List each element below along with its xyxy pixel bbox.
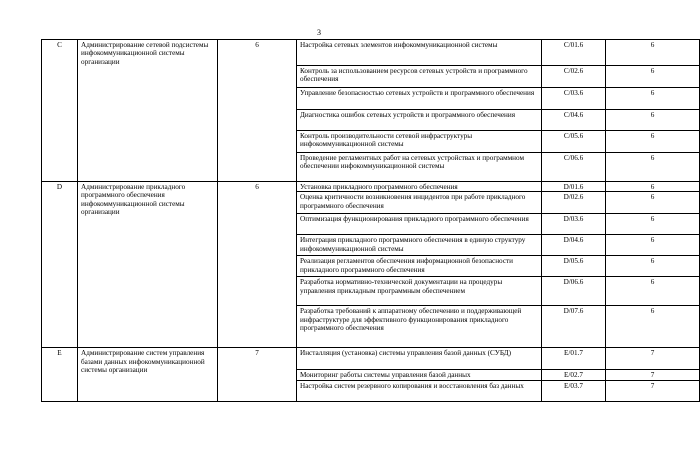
function-name-cell: Настройка систем резервного копирования и восстановления баз данных bbox=[297, 380, 542, 401]
function-code-cell: D/01.6 bbox=[542, 182, 606, 192]
function-code-cell: D/03.6 bbox=[542, 214, 606, 235]
function-level-cell: 6 bbox=[606, 182, 700, 192]
function-name-cell: Разработка нормативно-технической документации на процедуры управления прикладным программным обеспечением bbox=[297, 277, 542, 306]
function-level-cell: 6 bbox=[606, 256, 700, 277]
function-name-cell: Настройка сетевых элементов инфокоммуникационной системы bbox=[297, 40, 542, 66]
function-level-cell: 6 bbox=[606, 277, 700, 306]
function-code-cell: C/06.6 bbox=[542, 153, 606, 182]
function-level-cell: 6 bbox=[606, 235, 700, 256]
group-name-cell: Администрирование прикладного программного обеспечения инфокоммуникационной системы организации bbox=[78, 182, 218, 348]
function-level-cell: 6 bbox=[606, 306, 700, 348]
function-code-cell: D/06.6 bbox=[542, 277, 606, 306]
page-number: 3 bbox=[317, 28, 321, 37]
group-name-cell: Администрирование систем управления базами данных инфокоммуникационной системы организации bbox=[78, 348, 218, 401]
function-level-cell: 7 bbox=[606, 380, 700, 401]
function-level-cell: 6 bbox=[606, 40, 700, 66]
function-code-cell: D/07.6 bbox=[542, 306, 606, 348]
function-code-cell: C/02.6 bbox=[542, 66, 606, 88]
function-name-cell: Разработка требований к аппаратному обеспечению и поддерживающей инфраструктуре для эффективного функционирования прикладного программного обеспечения bbox=[297, 306, 542, 348]
function-code-cell: D/05.6 bbox=[542, 256, 606, 277]
group-name-cell: Администрирование сетевой подсистемы инфокоммуникационной системы организации bbox=[78, 40, 218, 182]
function-name-cell: Контроль производительности сетевой инфраструктуры инфокоммуникационной системы bbox=[297, 131, 542, 153]
function-name-cell: Инсталляция (установка) системы управления базой данных (СУБД) bbox=[297, 348, 542, 370]
group-code-cell: D bbox=[42, 182, 78, 348]
function-level-cell: 6 bbox=[606, 66, 700, 88]
group-level-cell: 6 bbox=[218, 182, 297, 348]
function-level-cell: 6 bbox=[606, 88, 700, 110]
function-level-cell: 6 bbox=[606, 153, 700, 182]
function-level-cell: 7 bbox=[606, 348, 700, 370]
function-name-cell: Диагностика ошибок сетевых устройств и программного обеспечения bbox=[297, 110, 542, 131]
function-name-cell: Проведение регламентных работ на сетевых устройствах и программном обеспечении инфокоммуникационной системы bbox=[297, 153, 542, 182]
table-row bbox=[42, 182, 700, 192]
function-level-cell: 7 bbox=[606, 370, 700, 380]
function-code-cell: C/03.6 bbox=[542, 88, 606, 110]
function-code-cell: E/03.7 bbox=[542, 380, 606, 401]
function-name-cell: Реализация регламентов обеспечения информационной безопасности прикладного программного обеспечения bbox=[297, 256, 542, 277]
function-name-cell: Интеграция прикладного программного обеспечения в единую структуру инфокоммуникационной системы bbox=[297, 235, 542, 256]
function-code-cell: C/05.6 bbox=[542, 131, 606, 153]
function-code-cell: E/02.7 bbox=[542, 370, 606, 380]
function-name-cell: Оптимизация функционирования прикладного программного обеспечения bbox=[297, 214, 542, 235]
function-name-cell: Управление безопасностью сетевых устройств и программного обеспечения bbox=[297, 88, 542, 110]
function-code-cell: D/02.6 bbox=[542, 192, 606, 214]
group-code-cell: C bbox=[42, 40, 78, 182]
function-level-cell: 6 bbox=[606, 110, 700, 131]
function-code-cell: C/04.6 bbox=[542, 110, 606, 131]
function-name-cell: Оценка критичности возникновения инцидентов при работе прикладного программного обеспечения bbox=[297, 192, 542, 214]
labor-functions-table bbox=[41, 39, 700, 402]
function-level-cell: 6 bbox=[606, 214, 700, 235]
table-row bbox=[42, 348, 700, 370]
function-code-cell: C/01.6 bbox=[542, 40, 606, 66]
table-body bbox=[42, 40, 700, 402]
function-name-cell: Контроль за использованием ресурсов сетевых устройств и программного обеспечения bbox=[297, 66, 542, 88]
table-row bbox=[42, 40, 700, 66]
group-level-cell: 6 bbox=[218, 40, 297, 182]
group-level-cell: 7 bbox=[218, 348, 297, 401]
function-name-cell: Установка прикладного программного обеспечения bbox=[297, 182, 542, 192]
function-code-cell: D/04.6 bbox=[542, 235, 606, 256]
group-code-cell: E bbox=[42, 348, 78, 401]
function-level-cell: 6 bbox=[606, 192, 700, 214]
function-level-cell: 6 bbox=[606, 131, 700, 153]
function-name-cell: Мониторинг работы системы управления базой данных bbox=[297, 370, 542, 380]
function-code-cell: E/01.7 bbox=[542, 348, 606, 370]
